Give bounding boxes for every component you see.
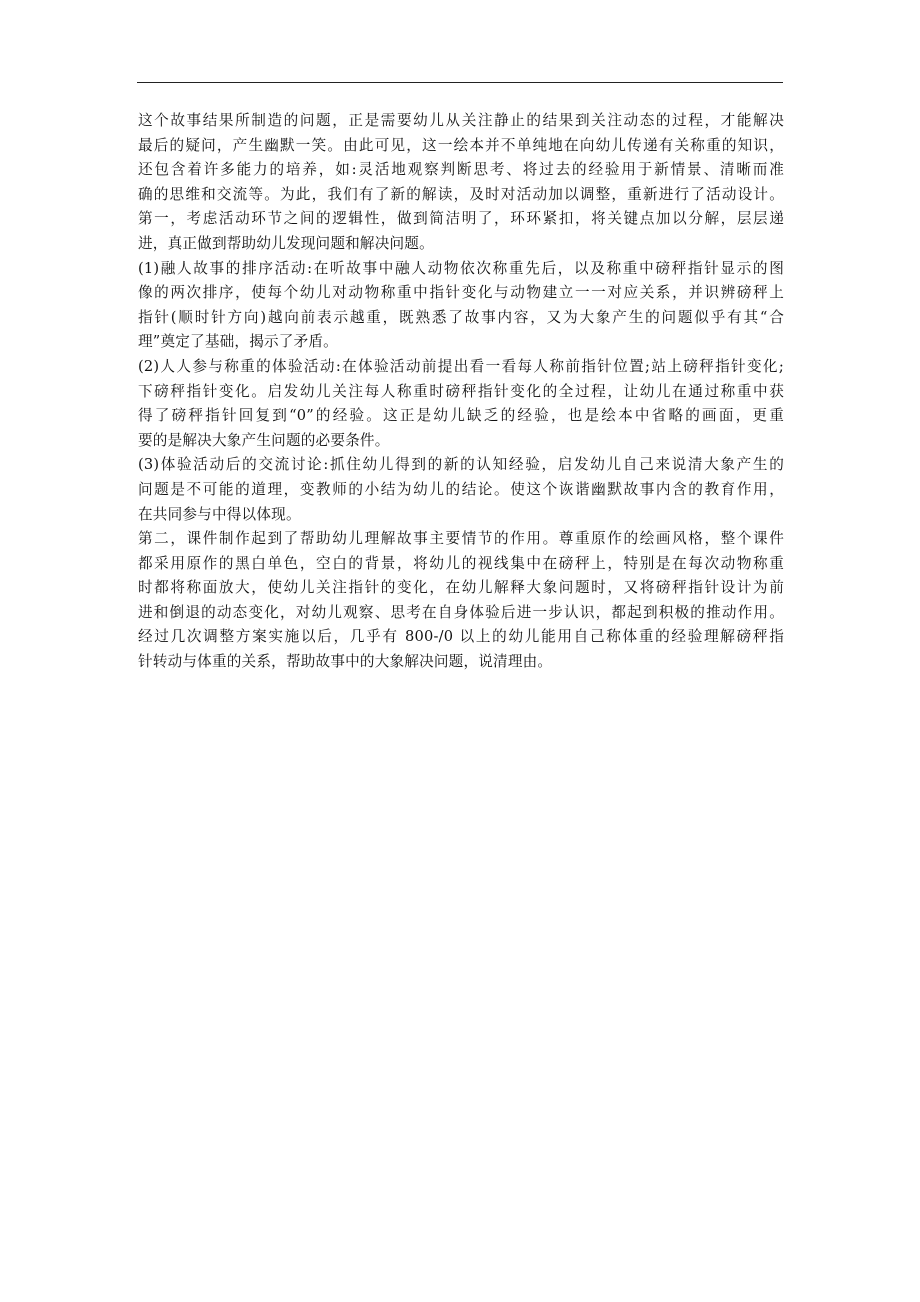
text-line: 要的是解决大象产生问题的必要条件。	[138, 431, 390, 449]
text-line: 还包含着许多能力的培养，如:灵活地观察判断思考、将过去的经验用于新情景、清晰而准	[138, 161, 784, 179]
text-line: 经过几次调整方案实施以后，几乎有 800-/0 以上的幼儿能用自己称体重的经验理解磅秤指	[138, 628, 784, 646]
text-line: (2)人人参与称重的体验活动:在体验活动前提出看一看每人称前指针位置;站上磅秤指针变化;	[138, 357, 784, 375]
text-line: 下磅秤指针变化。启发幼儿关注每人称重时磅秤指针变化的全过程，让幼儿在通过称重中获	[138, 382, 784, 400]
article-body	[138, 109, 784, 675]
text-line: (3)体验活动后的交流讨论:抓住幼儿得到的新的认知经验，启发幼儿自己来说清大象产生的	[138, 456, 784, 474]
text-line: 在共同参与中得以体现。	[138, 505, 301, 523]
text-line: 像的两次排序，使每个幼儿对动物称重中指针变化与动物建立一一对应关系，并识辨磅秤上	[138, 284, 784, 302]
text-line: 进和倒退的动态变化，对幼儿观察、思考在自身体验后进一步认识，都起到积极的推动作用。	[138, 603, 784, 621]
text-line: 指针(顺时针方向)越向前表示越重，既熟悉了故事内容，又为大象产生的问题似乎有其“合	[138, 308, 784, 326]
text-line: 最后的疑问，产生幽默一笑。由此可见，这一绘本并不单纯地在向幼儿传递有关称重的知识，	[138, 136, 784, 154]
text-line: 时都将称面放大，使幼儿关注指针的变化，在幼儿解释大象问题时，又将磅秤指针设计为前	[138, 579, 784, 597]
text-line: 进，真正做到帮助幼儿发现问题和解决问题。	[138, 234, 434, 252]
text-line: 这个故事结果所制造的问题，正是需要幼儿从关注静止的结果到关注动态的过程，才能解决	[138, 112, 784, 129]
text-line: (1)融人故事的排序活动:在听故事中融人动物依次称重先后，以及称重中磅秤指针显示的图	[138, 259, 784, 277]
text-line: 理”奠定了基础，揭示了矛盾。	[138, 333, 338, 351]
text-line: 第二，课件制作起到了帮助幼儿理解故事主要情节的作用。尊重原作的绘画风格，整个课件	[138, 530, 784, 548]
text-line: 第一，考虑活动环节之间的逻辑性，做到简洁明了，环环紧扣，将关键点加以分解，层层递	[138, 210, 784, 228]
text-line: 确的思维和交流等。为此，我们有了新的解读，及时对活动加以调整，重新进行了活动设计。	[138, 185, 784, 203]
text-line: 得了磅秤指针回复到“0”的经验。这正是幼儿缺乏的经验，也是绘本中省略的画面，更重	[138, 407, 784, 425]
header-rule	[137, 82, 783, 83]
text-line: 都采用原作的黑白单色，空白的背景，将幼儿的视线集中在磅秤上，特别是在每次动物称重	[138, 554, 784, 572]
text-line: 问题是不可能的道理，变教师的小结为幼儿的结论。使这个诙谐幽默故事内含的教育作用，	[138, 480, 784, 498]
text-line: 针转动与体重的关系，帮助故事中的大象解决问题，说清理由。	[138, 653, 553, 671]
